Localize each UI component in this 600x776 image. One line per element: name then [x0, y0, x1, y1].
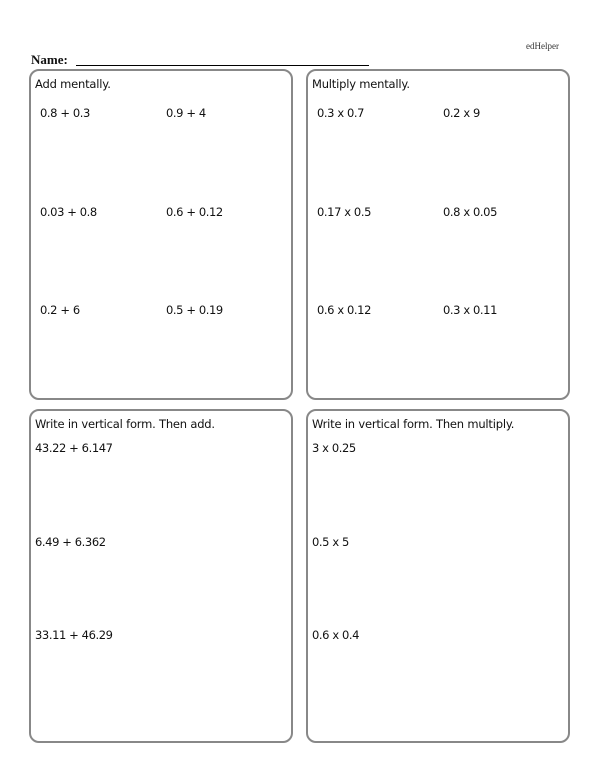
- panel-title: Write in vertical form. Then multiply.: [312, 417, 515, 431]
- problem: 0.5 + 0.19: [166, 303, 223, 317]
- problem: 0.03 + 0.8: [40, 205, 97, 219]
- problem: 0.17 x 0.5: [317, 205, 372, 219]
- problem: 0.6 x 0.12: [317, 303, 372, 317]
- problem: 0.3 x 0.7: [317, 106, 365, 120]
- problem: 0.8 + 0.3: [40, 106, 90, 120]
- panel-vertical-add: [29, 409, 293, 743]
- problem: 0.5 x 5: [312, 535, 349, 549]
- name-line[interactable]: [76, 65, 369, 66]
- problem: 3 x 0.25: [312, 441, 356, 455]
- problem: 0.3 x 0.11: [443, 303, 498, 317]
- panel-title: Multiply mentally.: [312, 77, 410, 91]
- problem: 0.2 x 9: [443, 106, 480, 120]
- problem: 33.11 + 46.29: [35, 628, 113, 642]
- problem: 0.6 x 0.4: [312, 628, 360, 642]
- problem: 0.8 x 0.05: [443, 205, 498, 219]
- problem: 0.9 + 4: [166, 106, 206, 120]
- panel-multiply-mentally: [306, 69, 570, 400]
- panel-title: Add mentally.: [35, 77, 111, 91]
- brand-label: edHelper: [526, 41, 559, 51]
- problem: 6.49 + 6.362: [35, 535, 106, 549]
- panel-title: Write in vertical form. Then add.: [35, 417, 215, 431]
- problem: 0.2 + 6: [40, 303, 80, 317]
- name-field[interactable]: [31, 52, 371, 68]
- problem: 0.6 + 0.12: [166, 205, 223, 219]
- problem: 43.22 + 6.147: [35, 441, 113, 455]
- name-label: Name:: [31, 52, 68, 67]
- panel-vertical-multiply: [306, 409, 570, 743]
- panel-add-mentally: [29, 69, 293, 400]
